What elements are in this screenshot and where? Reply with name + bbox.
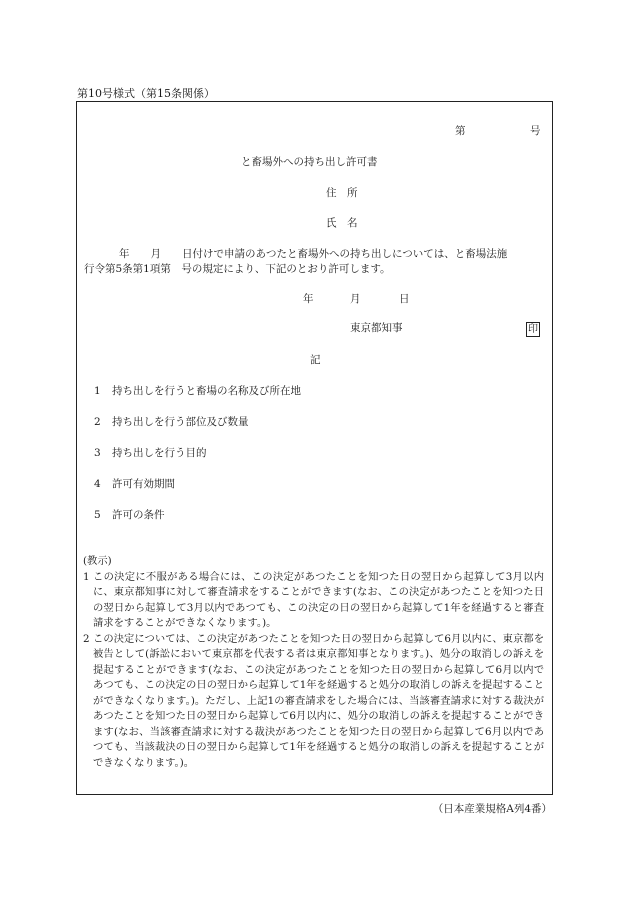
seal-box [526, 322, 540, 337]
item-label: 持ち出しを行う部位及び数量 [112, 416, 249, 428]
body-line-2: 行令第5条第1項第 号の規定により、下記のとおり許可します。 [84, 263, 391, 275]
seal-stamp: 印 [528, 324, 538, 335]
notice-number: 1 [83, 570, 90, 583]
notice-text: この決定については、この決定があつたことを知つた日の翌日から起算して6月以内に、東京都を被告として(訴訟において東京都を代表する者は東京都知事となります。)、処分の取消しの訴えを提起することができます(なお、この決定があつたことを知つた日の翌日から起算して6月以内であつても、この決定の日の翌日から起算して1年を経過すると処分の取消しの訴えを提起することができなくなります。)。ただし、上記1の審査請求をした場合には、当該審査請求に対する裁決があつたことを知つた日の翌日から起算して6月以内に、処分の取消しの訴えを提起することができます(なお、当該審査請求に対する裁決があつたことを知つた日の翌日から起算して6月以内であつても、当該裁決の日の翌日から起算して1年を経過すると処分の取消しの訴えを提起することができなくなります。)。 [93, 632, 544, 769]
item-number: 1 [94, 385, 101, 397]
name-label: 氏 名 [326, 217, 358, 229]
item-label: 持ち出しを行う目的 [112, 447, 207, 459]
number-suffix: 号 [530, 125, 541, 137]
ki-heading: 記 [310, 354, 321, 366]
notice-text: この決定に不服がある場合には、この決定があつたことを知つた日の翌日から起算して3月以内に、東京都知事に対して審査請求をすることができます(なお、この決定があつたことを知つた日の翌日から起算して3月以内であつても、この決定の日の翌日から起算して1年を経過すると審査請求をすることができなくなります。)。 [93, 570, 544, 629]
date-day: 日 [399, 293, 410, 305]
list-item [94, 386, 301, 397]
form-number-title: 第10号様式（第15条関係） [77, 87, 215, 100]
number-prefix: 第 [455, 125, 466, 137]
list-item [94, 448, 207, 459]
item-number: 4 [94, 478, 101, 490]
address-label: 住 所 [326, 187, 358, 199]
item-label: 持ち出しを行うと畜場の名称及び所在地 [112, 385, 301, 397]
date-month: 月 [350, 293, 361, 305]
item-label: 許可有効期間 [112, 478, 175, 490]
item-number: 2 [94, 416, 101, 428]
item-number: 3 [94, 447, 101, 459]
list-item [94, 417, 249, 428]
paper-size-note: （日本産業規格A列4番） [432, 803, 552, 815]
notice-number: 2 [83, 632, 90, 645]
notice-heading: (教示) [83, 555, 112, 567]
list-item [94, 479, 175, 490]
body-line-1: 年 月 日付けで申請のあつたと畜場外への持ち出しについては、と畜場法施 [119, 248, 508, 260]
notice-section [83, 554, 544, 771]
notice-entry [83, 570, 544, 632]
list-item [94, 510, 165, 521]
issuer-name: 東京都知事 [350, 322, 403, 334]
item-label: 許可の条件 [112, 509, 165, 521]
date-year: 年 [303, 293, 314, 305]
notice-entry [83, 632, 544, 772]
document-title: と畜場外への持ち出し許可書 [241, 156, 378, 168]
item-number: 5 [94, 509, 101, 521]
